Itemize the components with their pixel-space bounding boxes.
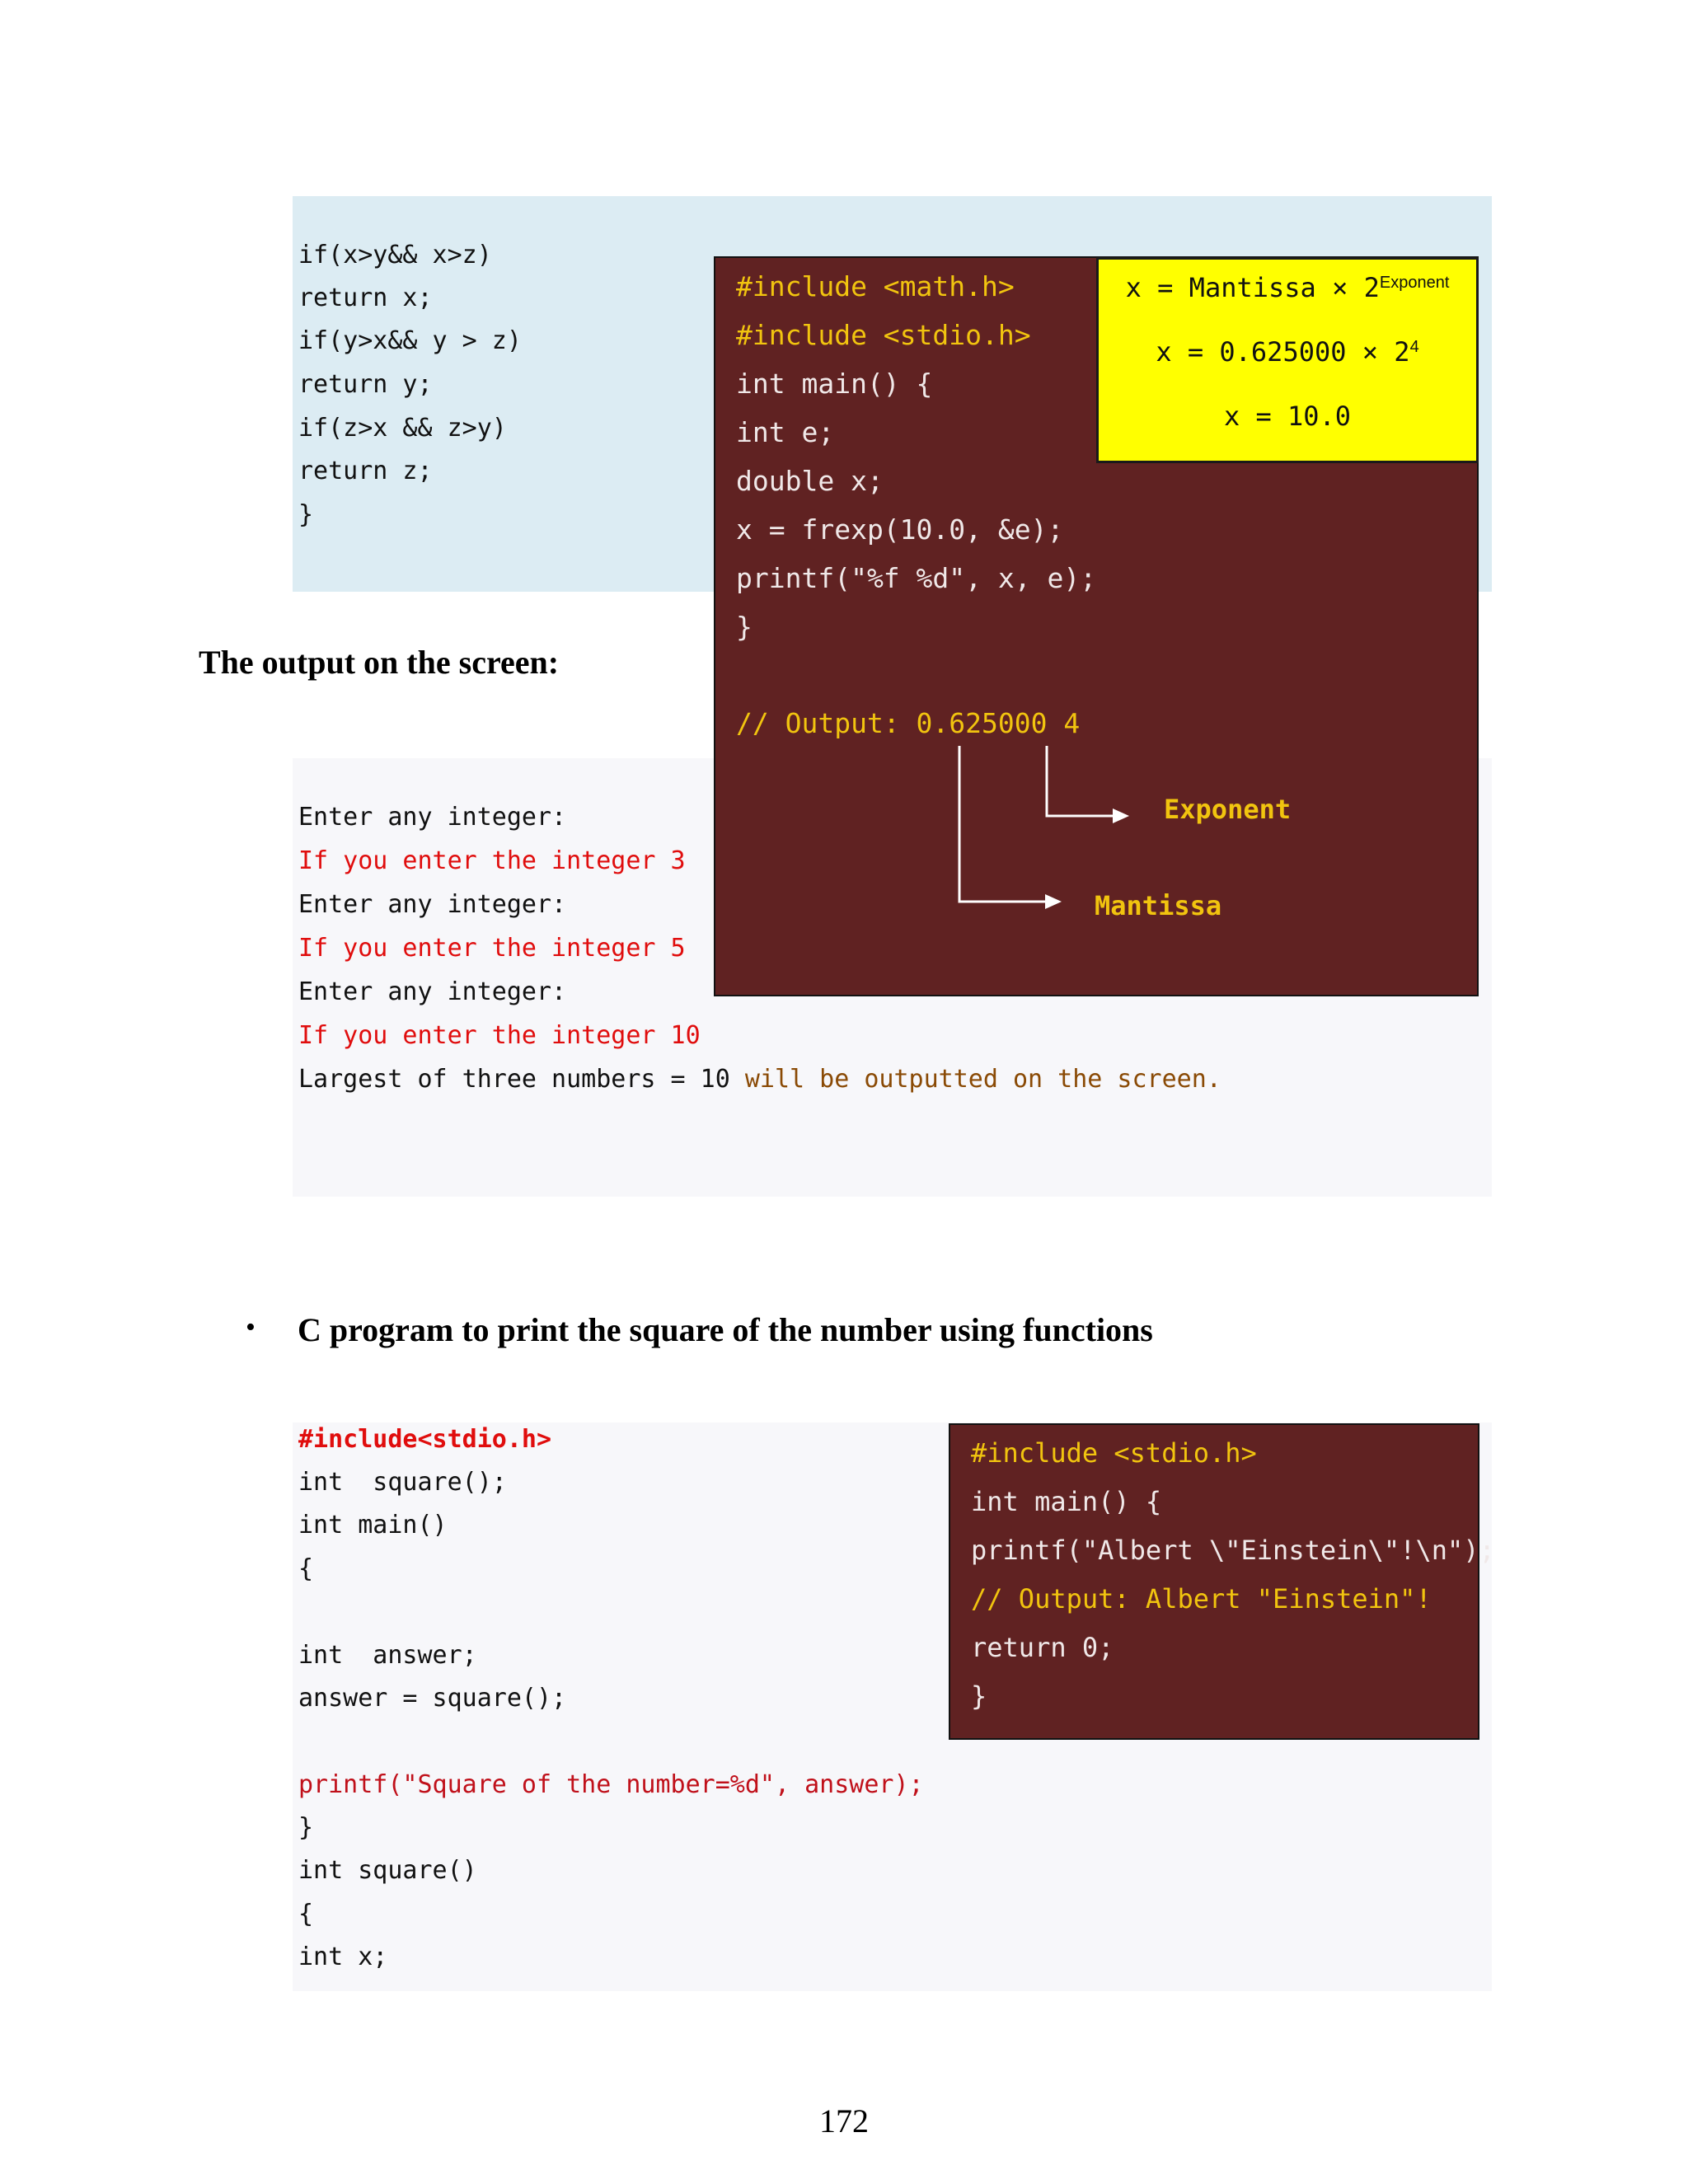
frexp-code-line: #include <math.h> [736, 270, 1015, 302]
output-heading: The output on the screen: [199, 644, 560, 681]
code-line: if(y>x&& y > z) [298, 326, 522, 355]
code-line: return z; [298, 457, 433, 485]
code-line: int main() [298, 1511, 448, 1540]
page-number: 172 [819, 2102, 869, 2139]
output-line: Enter any integer: [298, 977, 567, 1006]
code-line: if(z>x && z>y) [298, 414, 507, 443]
formula-superscript: 4 [1409, 338, 1419, 356]
output-line-input: If you enter the integer 5 [298, 934, 686, 963]
formula-line-3: x = 10.0 [1223, 401, 1352, 432]
einstein-code-line: int main() { [971, 1486, 1162, 1517]
code-line: printf("Square of the number=%d", answer); [298, 1770, 924, 1799]
formula-line-1: x = Mantissa × $2^{Exponent}$ [1125, 272, 1450, 303]
einstein-output-comment: // Output: Albert "Einstein"! [971, 1583, 1432, 1615]
einstein-code-line: } [971, 1680, 987, 1712]
formula-box [1096, 257, 1479, 463]
code-line: { [298, 1554, 314, 1583]
code-line: int square(); [298, 1468, 507, 1497]
code-line: } [298, 1813, 314, 1842]
frexp-code-line: int main() { [736, 368, 933, 400]
mantissa-label: Mantissa [1095, 890, 1222, 921]
frexp-output-comment: // Output: 0.625000 4 [736, 707, 1081, 739]
einstein-code-line: return 0; [971, 1632, 1114, 1663]
exponent-label: Exponent [1164, 794, 1292, 825]
einstein-code-line: printf("Albert \"Einstein\"!\n"); [971, 1535, 1495, 1566]
frexp-code-line: double x; [736, 465, 884, 497]
code-line: return y; [298, 370, 433, 399]
output-final-note: will be outputted on the screen. [744, 1065, 1221, 1094]
output-final-text: Largest of three numbers = 10 [298, 1065, 730, 1094]
code-line: if(x>y&& x>z) [298, 241, 492, 269]
bullet-icon: • [246, 1312, 256, 1343]
mantissa-arrow-line [959, 746, 1047, 902]
section-heading: C program to print the square of the number using functions [298, 1311, 1153, 1348]
einstein-example-box [949, 1423, 1495, 1740]
frexp-code-line: x = frexp(10.0, &e); [736, 513, 1064, 546]
code-line: } [298, 500, 314, 529]
output-line: Enter any integer: [298, 890, 567, 919]
code-line: int answer; [298, 1641, 477, 1670]
code-line: #include<stdio.h> [298, 1425, 552, 1454]
output-line: Enter any integer: [298, 803, 567, 832]
code-line: answer = square(); [298, 1684, 567, 1713]
code-line: return x; [298, 284, 433, 312]
formula-superscript: Exponent [1379, 274, 1450, 292]
formula-line-2: $x = 0.625000 \times 2^4$ [1156, 336, 1419, 368]
code-line: int square() [298, 1856, 477, 1885]
frexp-code-line: #include <stdio.h> [736, 319, 1031, 351]
einstein-code-line: #include <stdio.h> [971, 1437, 1257, 1469]
exponent-arrow-line [1047, 746, 1114, 816]
output-line-input: If you enter the integer 10 [298, 1021, 701, 1050]
frexp-code-line: printf("%f %d", x, e); [736, 562, 1097, 594]
frexp-code-line: } [736, 611, 753, 643]
frexp-code-line: int e; [736, 416, 835, 448]
code-line: int x; [298, 1943, 388, 1971]
output-line-input: If you enter the integer 3 [298, 846, 686, 875]
code-line: { [298, 1900, 314, 1929]
mantissa-arrowhead [1045, 894, 1062, 909]
exponent-arrowhead [1113, 808, 1129, 823]
